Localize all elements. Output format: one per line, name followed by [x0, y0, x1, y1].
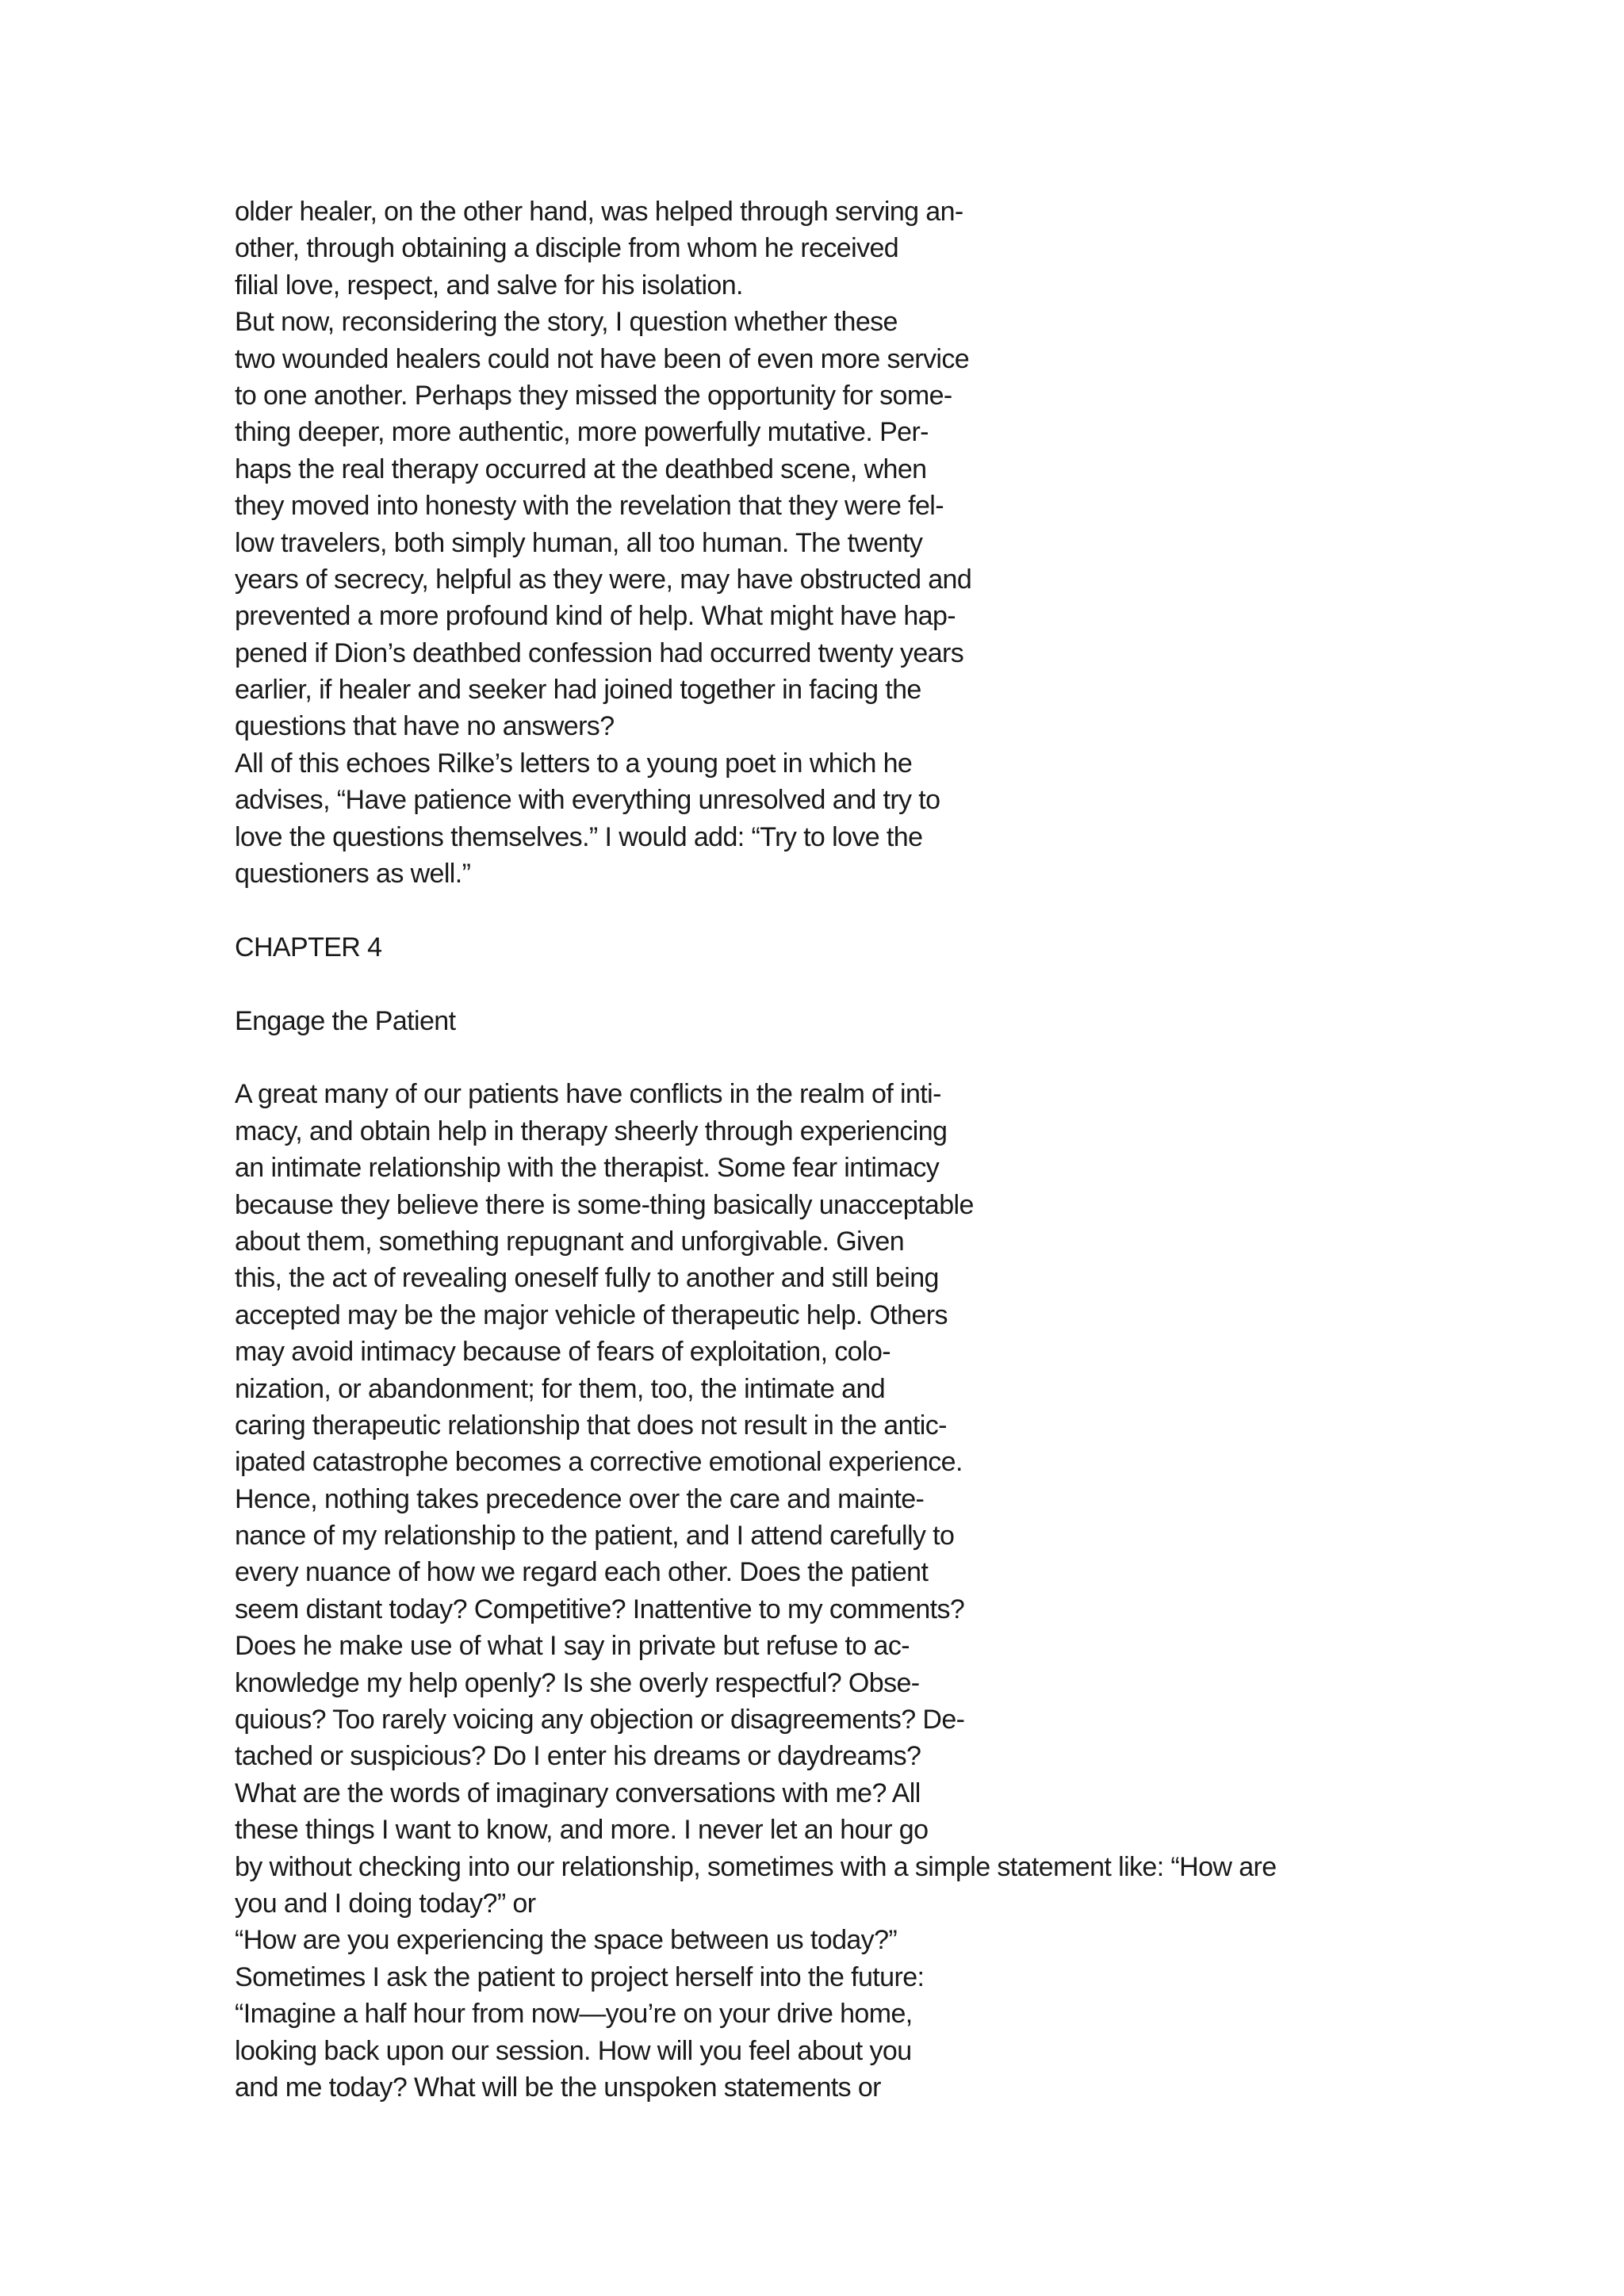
text-line: about them, something repugnant and unforgivable. Given — [235, 1226, 905, 1257]
text-line: by without checking into our relationship, sometimes with a simple statement like: “How are — [235, 1851, 1277, 1882]
text-line: “How are you experiencing the space between us today?” — [235, 1925, 898, 1956]
text-line: thing deeper, more authentic, more powerfully mutative. Per- — [235, 417, 929, 448]
text-line: quious? Too rarely voicing any objection or disagreements? De- — [235, 1705, 965, 1735]
body-text — [235, 193, 1599, 2106]
chapter-title: Engage the Patient — [235, 1005, 456, 1036]
text-line: because they believe there is some-thing basically unacceptable — [235, 1189, 974, 1220]
text-line: What are the words of imaginary conversations with me? All — [235, 1777, 921, 1808]
text-line: tached or suspicious? Do I enter his dreams or daydreams? — [235, 1741, 921, 1772]
text-line: Does he make use of what I say in private but refuse to ac- — [235, 1631, 910, 1662]
text-line: older healer, on the other hand, was helped through serving an- — [235, 197, 963, 227]
text-line: these things I want to know, and more. I never let an hour go — [235, 1815, 929, 1846]
text-line: questions that have no answers? — [235, 711, 615, 742]
text-line: nance of my relationship to the patient, and I attend carefully to — [235, 1521, 955, 1552]
text-line: other, through obtaining a disciple from whom he received — [235, 233, 899, 264]
text-line: they moved into honesty with the revelation that they were fel- — [235, 491, 944, 522]
text-line: filial love, respect, and salve for his isolation. — [235, 270, 743, 300]
blank-line — [235, 892, 1599, 928]
text-line: advises, “Have patience with everything unresolved and try to — [235, 785, 940, 816]
text-line: low travelers, both simply human, all too human. The twenty — [235, 527, 923, 558]
text-line: two wounded healers could not have been of even more service — [235, 343, 970, 374]
text-line: an intimate relationship with the therapist. Some fear intimacy — [235, 1153, 940, 1184]
text-line: years of secrecy, helpful as they were, may have obstructed and — [235, 564, 972, 595]
text-line: accepted may be the major vehicle of therapeutic help. Others — [235, 1299, 948, 1330]
text-line: seem distant today? Competitive? Inattentive to my comments? — [235, 1594, 965, 1624]
text-line: every nuance of how we regard each other. Does the patient — [235, 1557, 929, 1588]
text-line: haps the real therapy occurred at the deathbed scene, when — [235, 453, 927, 484]
text-line: “Imagine a half hour from now—you’re on your drive home, — [235, 1999, 913, 2030]
text-line: to one another. Perhaps they missed the opportunity for some- — [235, 380, 952, 411]
text-line: But now, reconsidering the story, I question whether these — [235, 307, 898, 338]
text-line: you and I doing today?” or — [235, 1888, 536, 1919]
text-line: nization, or abandonment; for them, too, the intimate and — [235, 1373, 886, 1404]
section-previous-chapter-ending — [235, 193, 1599, 892]
text-line: this, the act of revealing oneself fully to another and still being — [235, 1263, 939, 1294]
text-line: looking back upon our session. How will you feel about you — [235, 2035, 912, 2066]
section-chapter-body — [235, 1076, 1599, 2106]
text-line: earlier, if healer and seeker had joined together in facing the — [235, 675, 921, 706]
chapter-number: CHAPTER 4 — [235, 932, 382, 962]
text-line: macy, and obtain help in therapy sheerly through experiencing — [235, 1115, 948, 1146]
blank-line — [235, 1039, 1599, 1076]
text-line: prevented a more profound kind of help. What might have hap- — [235, 601, 956, 632]
blank-line — [235, 966, 1599, 1002]
text-line: All of this echoes Rilke’s letters to a young poet in which he — [235, 748, 913, 779]
text-line: questioners as well.” — [235, 859, 471, 890]
text-line: Hence, nothing takes precedence over the care and mainte- — [235, 1483, 925, 1514]
text-line: caring therapeutic relationship that does not result in the antic- — [235, 1410, 947, 1441]
text-line: ipated catastrophe becomes a corrective emotional experience. — [235, 1447, 963, 1478]
text-line: knowledge my help openly? Is she overly respectful? Obse- — [235, 1667, 920, 1698]
text-line: and me today? What will be the unspoken statements or — [235, 2072, 881, 2103]
text-line: Sometimes I ask the patient to project herself into the future: — [235, 1961, 925, 1992]
text-line: pened if Dion’s deathbed confession had occurred twenty years — [235, 637, 964, 668]
text-line: love the questions themselves.” I would add: “Try to love the — [235, 821, 923, 852]
text-line: A great many of our patients have conflicts in the realm of inti- — [235, 1079, 941, 1110]
text-line: may avoid intimacy because of fears of exploitation, colo- — [235, 1337, 891, 1368]
